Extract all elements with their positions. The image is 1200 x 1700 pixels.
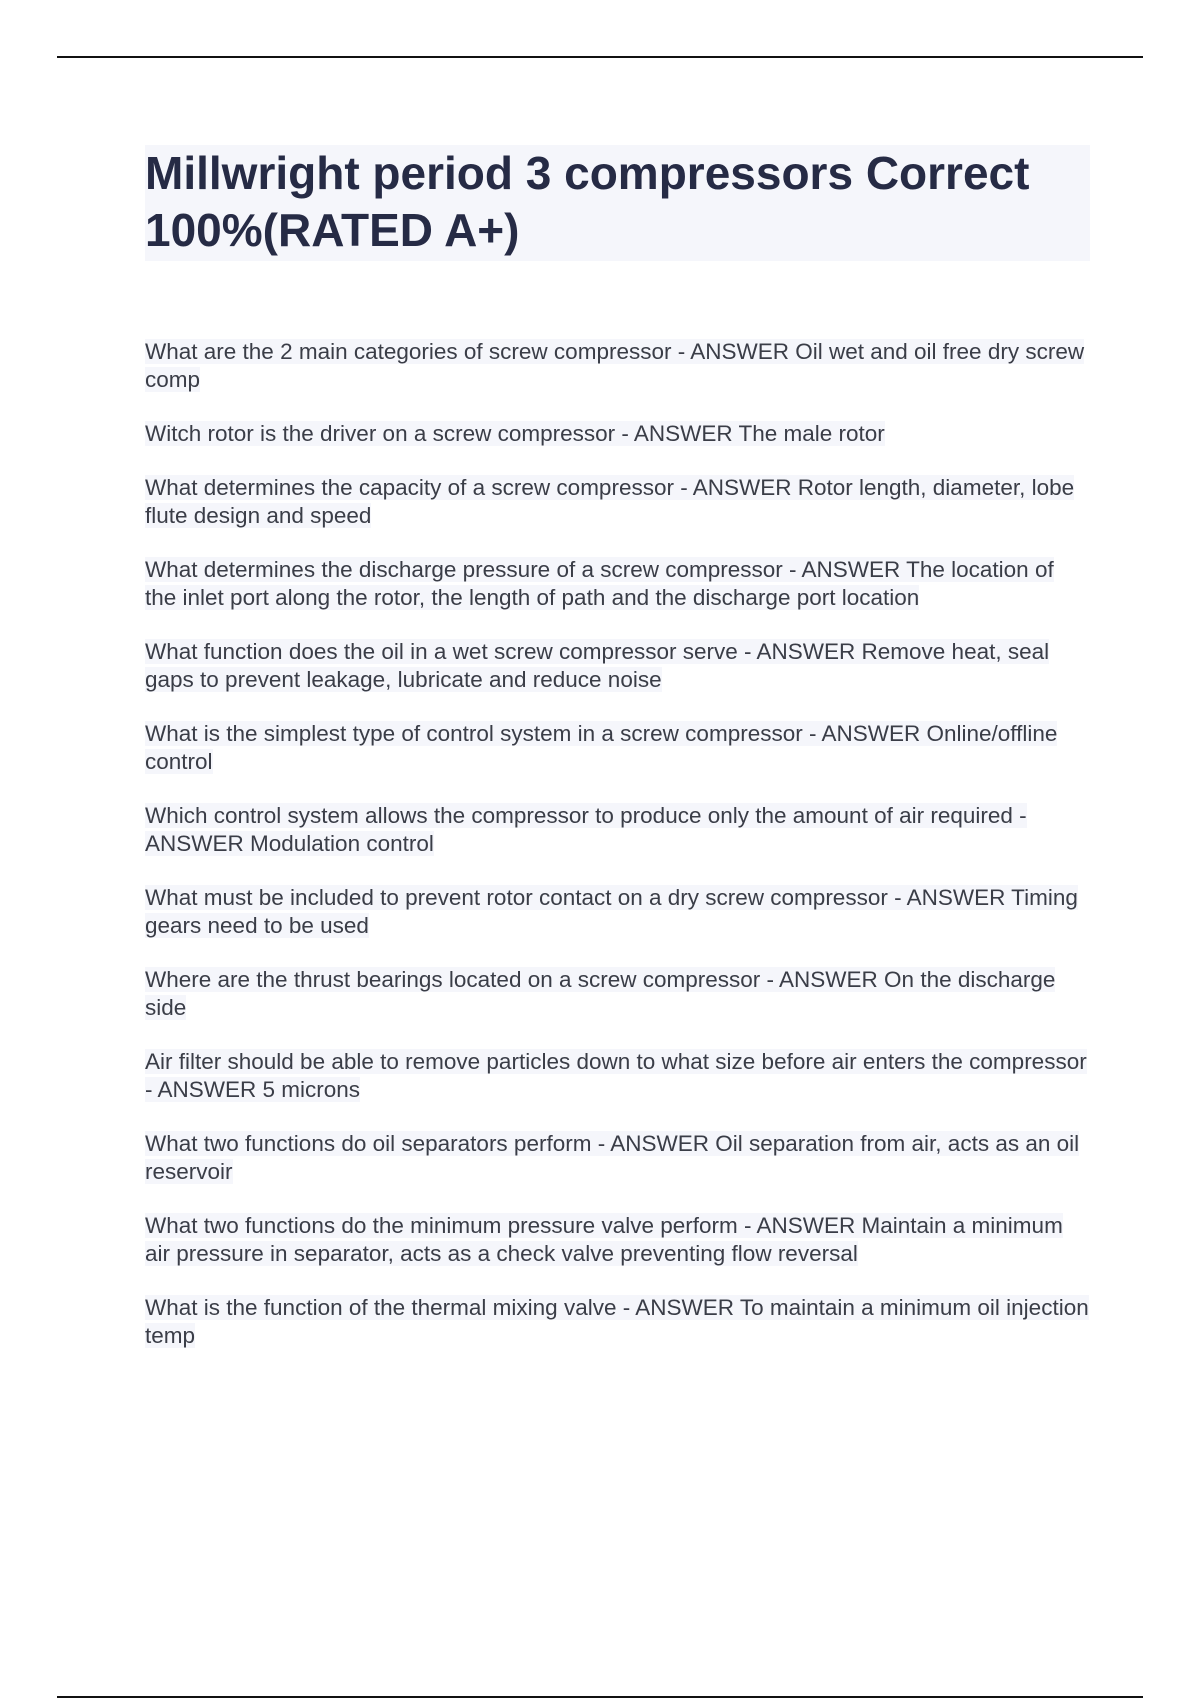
qa-item	[145, 420, 1090, 448]
qa-item	[145, 556, 1090, 612]
qa-text: What determines the capacity of a screw compressor - ANSWER Rotor length, diameter, lobe flute design and speed	[145, 475, 1075, 528]
qa-item	[145, 884, 1090, 940]
qa-item	[145, 338, 1090, 394]
qa-item	[145, 966, 1090, 1022]
document-title: Millwright period 3 compressors Correct 100%(RATED A+)	[145, 147, 1030, 256]
qa-text: What function does the oil in a wet screw compressor serve - ANSWER Remove heat, seal gaps to prevent leakage, lubricate and reduce noise	[145, 639, 1050, 692]
qa-item	[145, 474, 1090, 530]
qa-text: What are the 2 main categories of screw compressor - ANSWER Oil wet and oil free dry screw comp	[145, 339, 1085, 392]
qa-text: What two functions do the minimum pressure valve perform - ANSWER Maintain a minimum air pressure in separator, acts as a check valve preventing flow reversal	[145, 1213, 1063, 1266]
qa-text: Which control system allows the compressor to produce only the amount of air required - ANSWER Modulation control	[145, 803, 1027, 856]
qa-text: Air filter should be able to remove particles down to what size before air enters the compressor - ANSWER 5 microns	[145, 1049, 1087, 1102]
qa-item	[145, 1048, 1090, 1104]
qa-list	[145, 338, 1090, 1376]
qa-item	[145, 1294, 1090, 1350]
qa-text: What determines the discharge pressure of a screw compressor - ANSWER The location of the inlet port along the rotor, the length of path and the discharge port location	[145, 557, 1054, 610]
title-block	[145, 145, 1090, 261]
qa-item	[145, 802, 1090, 858]
qa-text: What must be included to prevent rotor contact on a dry screw compressor - ANSWER Timing gears need to be used	[145, 885, 1078, 938]
qa-text: What is the function of the thermal mixing valve - ANSWER To maintain a minimum oil injection temp	[145, 1295, 1089, 1348]
header-divider	[57, 56, 1143, 58]
qa-text: What is the simplest type of control system in a screw compressor - ANSWER Online/offline control	[145, 721, 1058, 774]
qa-item	[145, 1130, 1090, 1186]
qa-text: Witch rotor is the driver on a screw compressor - ANSWER The male rotor	[145, 421, 885, 446]
qa-item	[145, 638, 1090, 694]
footer-divider	[57, 1696, 1143, 1698]
qa-text: What two functions do oil separators perform - ANSWER Oil separation from air, acts as an oil reservoir	[145, 1131, 1080, 1184]
qa-item	[145, 720, 1090, 776]
qa-text: Where are the thrust bearings located on a screw compressor - ANSWER On the discharge side	[145, 967, 1056, 1020]
qa-item	[145, 1212, 1090, 1268]
